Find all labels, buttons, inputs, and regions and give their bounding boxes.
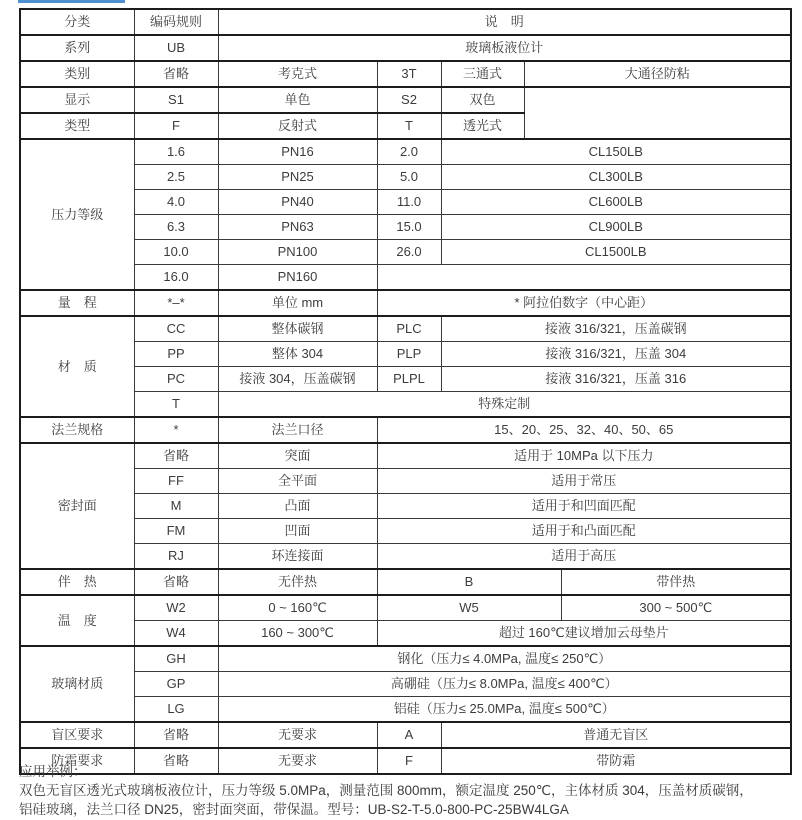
display-desc2-cell: 双色	[441, 87, 524, 113]
material-desc2-cell: 接液 316/321，压盖 304	[441, 342, 791, 367]
frost-code2-cell: F	[377, 748, 441, 774]
seal-note-cell: 适用于高压	[377, 544, 791, 570]
pressure-code2-cell: 26.0	[377, 240, 441, 265]
flange-desc-cell: 法兰口径	[218, 417, 377, 443]
pressure-row	[20, 240, 791, 265]
label-frost: 防霜要求	[20, 748, 134, 774]
range-row	[20, 290, 791, 316]
seal-desc-cell: 突面	[218, 443, 377, 469]
series-desc-cell: 玻璃板液位计	[218, 35, 791, 61]
label-seal-face: 密封面	[20, 443, 134, 569]
type-desc-cell: 反射式	[218, 113, 377, 139]
heating-code2-cell: B	[377, 569, 561, 595]
header-row	[20, 9, 791, 35]
material-code-cell: CC	[134, 316, 218, 342]
application-example-title: 应用举例：	[19, 764, 87, 779]
material-code2-cell: PLPL	[377, 367, 441, 392]
seal-note-cell: 适用于和凸面匹配	[377, 519, 791, 544]
glass-code-cell: LG	[134, 697, 218, 723]
temperature-note-cell: 超过 160℃建议增加云母垫片	[377, 621, 791, 647]
display-row	[20, 87, 791, 113]
material-code2-cell: PLP	[377, 342, 441, 367]
seal-desc-cell: 环连接面	[218, 544, 377, 570]
seal-desc-cell: 凹面	[218, 519, 377, 544]
blind-zone-code-cell: 省略	[134, 722, 218, 748]
range-note-cell: * 阿拉伯数字（中心距）	[377, 290, 791, 316]
seal-row	[20, 443, 791, 469]
pressure-code2-cell: 5.0	[377, 165, 441, 190]
category-code2-cell: 3T	[377, 61, 441, 87]
coding-rule-table	[19, 8, 792, 775]
seal-row	[20, 494, 791, 519]
seal-code-cell: M	[134, 494, 218, 519]
blind-zone-row	[20, 722, 791, 748]
temperature-row	[20, 621, 791, 647]
temperature-desc2-cell: 300 ~ 500℃	[561, 595, 791, 621]
material-row	[20, 316, 791, 342]
pressure-desc-cell: PN100	[218, 240, 377, 265]
pressure-desc2-cell: CL300LB	[441, 165, 791, 190]
material-desc-cell: 接液 304，压盖碳钢	[218, 367, 377, 392]
pressure-desc2-cell: CL1500LB	[441, 240, 791, 265]
temperature-desc-cell: 0 ~ 160℃	[218, 595, 377, 621]
material-special-row	[20, 392, 791, 418]
temperature-code2-cell: W5	[377, 595, 561, 621]
type-code2-cell: T	[377, 113, 441, 139]
glass-desc-cell: 钢化（压力≤ 4.0MPa, 温度≤ 250℃）	[218, 646, 791, 672]
pressure-row	[20, 139, 791, 165]
label-series: 系列	[20, 35, 134, 61]
label-type: 类型	[20, 113, 134, 139]
pressure-code2-cell: 2.0	[377, 139, 441, 165]
label-category: 类别	[20, 61, 134, 87]
type-desc2-cell: 透光式	[441, 113, 524, 139]
pressure-desc-cell: PN25	[218, 165, 377, 190]
pressure-code-cell: 1.6	[134, 139, 218, 165]
seal-code-cell: RJ	[134, 544, 218, 570]
pressure-desc-cell: PN16	[218, 139, 377, 165]
seal-note-cell: 适用于和凹面匹配	[377, 494, 791, 519]
blind-zone-desc-cell: 无要求	[218, 722, 377, 748]
label-pressure-rating: 压力等级	[20, 139, 134, 290]
blue-accent-bar	[18, 0, 125, 3]
seal-desc-cell: 凸面	[218, 494, 377, 519]
type-code-cell: F	[134, 113, 218, 139]
material-code-cell: PC	[134, 367, 218, 392]
pressure-row	[20, 190, 791, 215]
seal-row	[20, 544, 791, 570]
pressure-desc-cell: PN63	[218, 215, 377, 240]
temperature-code-cell: W4	[134, 621, 218, 647]
temperature-code-cell: W2	[134, 595, 218, 621]
material-desc-cell: 整体 304	[218, 342, 377, 367]
pressure-desc-cell: PN160	[218, 265, 377, 291]
label-range: 量 程	[20, 290, 134, 316]
seal-code-cell: 省略	[134, 443, 218, 469]
application-example-line2: 铝硅玻璃，法兰口径 DN25，密封面突面，带保温。型号：UB-S2-T-5.0-800-PC-25BW4LGA	[19, 802, 569, 817]
frost-code-cell: 省略	[134, 748, 218, 774]
pressure-desc-cell: PN40	[218, 190, 377, 215]
label-heating: 伴 热	[20, 569, 134, 595]
material-code-cell: PP	[134, 342, 218, 367]
header-code-rule: 编码规则	[134, 9, 218, 35]
blind-zone-code2-cell: A	[377, 722, 441, 748]
material-row	[20, 342, 791, 367]
material-special-desc-cell: 特殊定制	[218, 392, 791, 418]
pressure-desc2-cell: CL900LB	[441, 215, 791, 240]
material-desc2-cell: 接液 316/321，压盖 316	[441, 367, 791, 392]
heating-desc-cell: 无伴热	[218, 569, 377, 595]
material-row	[20, 367, 791, 392]
application-example-line1: 双色无盲区透光式玻璃板液位计，压力等级 5.0MPa，测量范围 800mm，额定温度 250℃，主体材质 304，压盖材质碳钢，	[19, 783, 753, 798]
pressure-code-cell: 10.0	[134, 240, 218, 265]
heating-desc2-cell: 带伴热	[561, 569, 791, 595]
display-code-cell: S1	[134, 87, 218, 113]
seal-desc-cell: 全平面	[218, 469, 377, 494]
display-code2-cell: S2	[377, 87, 441, 113]
pressure-code-cell: 4.0	[134, 190, 218, 215]
application-example	[19, 762, 791, 819]
glass-row	[20, 697, 791, 723]
glass-desc-cell: 高硼硅（压力≤ 8.0MPa, 温度≤ 400℃）	[218, 672, 791, 697]
glass-code-cell: GH	[134, 646, 218, 672]
pressure-code-cell: 2.5	[134, 165, 218, 190]
label-material: 材 质	[20, 316, 134, 417]
pressure-desc2-cell: CL600LB	[441, 190, 791, 215]
glass-desc-cell: 铝硅（压力≤ 25.0MPa, 温度≤ 500℃）	[218, 697, 791, 723]
category-desc3-cell: 大通径防粘	[524, 61, 791, 87]
glass-code-cell: GP	[134, 672, 218, 697]
label-blind-zone: 盲区要求	[20, 722, 134, 748]
empty-cell	[377, 265, 791, 291]
category-code-cell: 省略	[134, 61, 218, 87]
heating-row	[20, 569, 791, 595]
header-description: 说 明	[218, 9, 791, 35]
label-flange: 法兰规格	[20, 417, 134, 443]
material-desc-cell: 整体碳钢	[218, 316, 377, 342]
empty-cell	[524, 87, 791, 139]
material-code2-cell: PLC	[377, 316, 441, 342]
seal-row	[20, 519, 791, 544]
pressure-row	[20, 265, 791, 291]
flange-sizes-cell: 15、20、25、32、40、50、65	[377, 417, 791, 443]
pressure-row	[20, 165, 791, 190]
display-desc-cell: 单色	[218, 87, 377, 113]
category-desc2-cell: 三通式	[441, 61, 524, 87]
pressure-code-cell: 6.3	[134, 215, 218, 240]
seal-code-cell: FM	[134, 519, 218, 544]
label-display: 显示	[20, 87, 134, 113]
material-desc2-cell: 接液 316/321，压盖碳钢	[441, 316, 791, 342]
glass-row	[20, 646, 791, 672]
series-code-cell: UB	[134, 35, 218, 61]
category-desc-cell: 考克式	[218, 61, 377, 87]
pressure-code-cell: 16.0	[134, 265, 218, 291]
temperature-row	[20, 595, 791, 621]
pressure-code2-cell: 11.0	[377, 190, 441, 215]
frost-desc-cell: 无要求	[218, 748, 377, 774]
category-row	[20, 61, 791, 87]
seal-note-cell: 适用于 10MPa 以下压力	[377, 443, 791, 469]
seal-code-cell: FF	[134, 469, 218, 494]
seal-note-cell: 适用于常压	[377, 469, 791, 494]
header-category: 分类	[20, 9, 134, 35]
flange-code-cell: *	[134, 417, 218, 443]
frost-desc2-cell: 带防霜	[441, 748, 791, 774]
material-code-cell: T	[134, 392, 218, 418]
blind-zone-desc2-cell: 普通无盲区	[441, 722, 791, 748]
label-glass-material: 玻璃材质	[20, 646, 134, 722]
pressure-desc2-cell: CL150LB	[441, 139, 791, 165]
pressure-code2-cell: 15.0	[377, 215, 441, 240]
flange-row	[20, 417, 791, 443]
glass-row	[20, 672, 791, 697]
range-code-cell: *–*	[134, 290, 218, 316]
heating-code-cell: 省略	[134, 569, 218, 595]
range-desc-cell: 单位 mm	[218, 290, 377, 316]
label-temperature: 温 度	[20, 595, 134, 646]
series-row	[20, 35, 791, 61]
seal-row	[20, 469, 791, 494]
pressure-row	[20, 215, 791, 240]
temperature-desc-cell: 160 ~ 300℃	[218, 621, 377, 647]
